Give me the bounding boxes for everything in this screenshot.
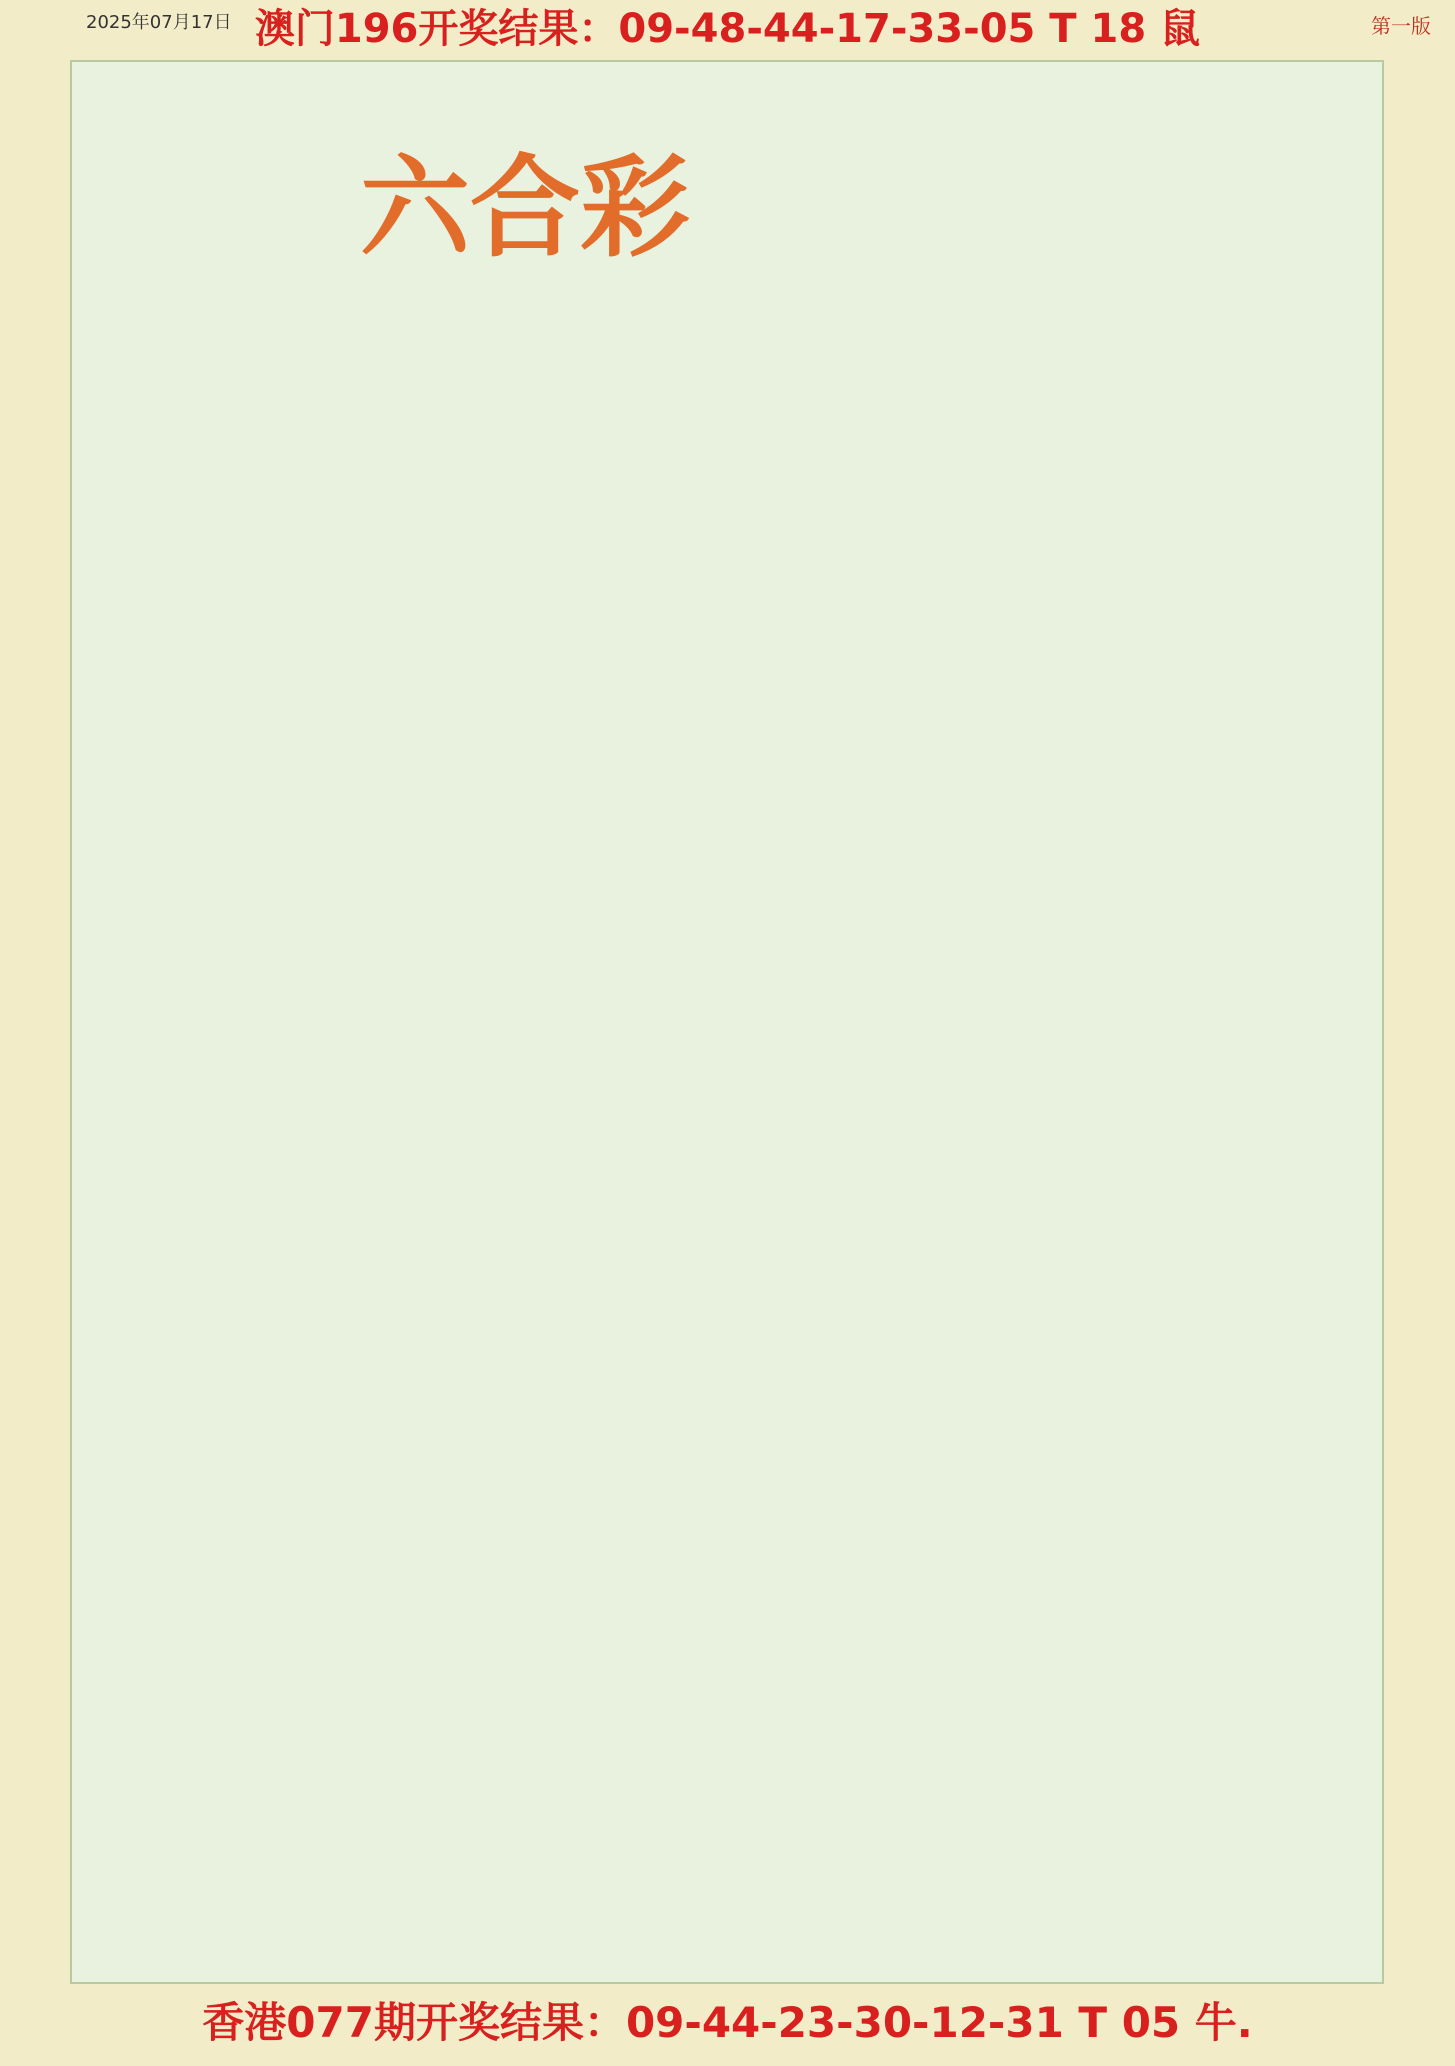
edition-label: 第一版 — [1371, 14, 1431, 38]
macau-result-headline: 澳门196开奖结果：09-48-44-17-33-05 T 18 鼠 — [254, 6, 1201, 52]
page-title: 六合彩 — [360, 144, 690, 272]
date: 2025年07月17日 — [86, 12, 232, 33]
hongkong-result-footer: 香港077期开奖结果：09-44-23-30-12-31 T 05 牛. — [202, 1998, 1253, 2047]
newspaper-page — [70, 60, 1384, 1984]
top-banner — [0, 0, 1455, 60]
